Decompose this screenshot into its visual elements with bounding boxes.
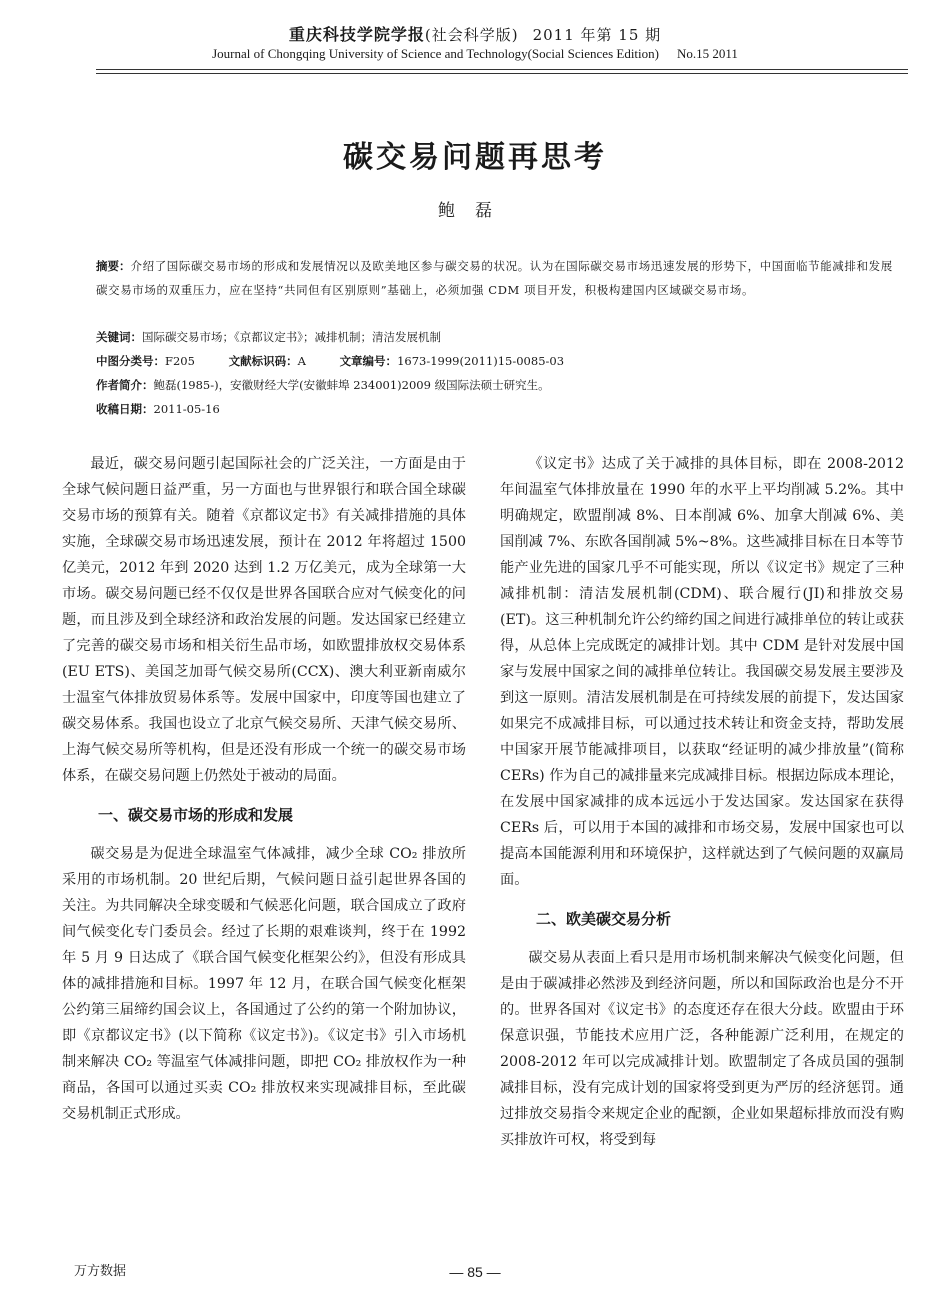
journal-name-cn: 重庆科技学院学报 [288,25,425,44]
paragraph: 最近，碳交易问题引起国际社会的广泛关注，一方面是由于全球气候问题日益严重，另一方面也与世界银行和联合国全球碳交易市场的预算有关。随着《京都议定书》有关减排措施的具体实施，全球碳交易市场迅速发展，预计在 2012 年将超过 1500 亿美元，2012 年到 2020 达到 1.2 万亿美元，成为全球第一大市场。碳交易问题已经不仅仅是世界各国联合应对气候变化的问题，而且涉及到全球经济和政治发展的问题。发达国家已经建立了完善的碳交易市场和相关衍生品市场，如欧盟排放权交易体系(EU ETS)、美国芝加哥气候交易所(CCX)、澳大利亚新南威尔士温室气体排放贸易体系等。发展中国家中，印度等国也建立了碳交易体系。我国也设立了北京气候交易所、天津气候交易所、上海气候交易所等机构，但是还没有形成一个统一的碳交易市场体系，在碳交易问题上仍然处于被动的局面。 [62,456,466,784]
article-title: 碳交易问题再思考 [343,140,607,175]
clc-label: 中图分类号： [96,354,165,368]
doc-code-label: 文献标识码： [228,354,298,368]
journal-header-en [0,46,950,62]
left-column [62,451,466,1127]
article-no-label: 文章编号： [339,354,398,368]
section-heading-1: 一、碳交易市场的形成和发展 [98,806,294,824]
bio-text: 鲍磊(1985-)，安徽财经大学(安徽蚌埠 234001)2009 级国际法硕士研究生。 [153,378,550,392]
received-date [96,401,896,417]
issue-en: No.15 2011 [677,46,738,61]
abstract [96,254,896,302]
doc-code-value: A [297,354,306,368]
classification-line [96,353,896,369]
header-rule-thick [96,69,908,70]
paragraph: 碳交易从表面上看只是用市场机制来解决气候变化问题，但是由于碳减排必然涉及到经济问题，所以和国际政治也是分不开的。世界各国对《议定书》的态度还存在很大分歧。欧盟由于环保意识强，节能技术应用广泛，各种能源广泛利用，在规定的 2008-2012 年可以完成减排计划。欧盟制定了各成员国的强制减排目标，没有完成计划的国家将受到更为严厉的经济惩罚。通过排放交易指令来规定企业的配额，企业如果超标排放而没有购买排放许可权，将受到每 [500,950,904,1148]
paragraph: 《议定书》达成了关于减排的具体目标，即在 2008-2012 年间温室气体排放量在 1990 年的水平上平均削减 5.2%。其中明确规定，欧盟削减 8%、日本削减 6%、加拿大削减 6%、美国削减 7%、东欧各国削减 5%~8%。这些减排目标在日本等节能产业先进的国家几乎不可能实现，所以《议定书》规定了三种减排机制：清洁发展机制(CDM)、联合履行(JI)和排放交易(ET)。这三种机制允许公约缔约国之间进行减排单位的转让或获得，从总体上完成既定的减排计划。其中 CDM 是针对发展中国家与发展中国家之间的减排单位转让。我国碳交易发展主要涉及到这一原则。清洁发展机制是在可持续发展的前提下，发达国家如果完不成减排目标，可以通过技术转让和资金支持，帮助发展中国家开展节能减排项目，以获取“经证明的减少排放量”(简称 CERs) 作为自己的减排量来完成减排目标。根据边际成本理论，在发展中国家减排的成本远远小于发达国家。发达国家在获得 CERs 后，可以用于本国的减排和市场交易，发展中国家也可以提高本国能源利用和环境保护，这样就达到了气候问题的双赢局面。 [500,456,904,888]
article-no-value: 1673-1999(2011)15-0085-03 [397,354,565,368]
bio-label: 作者简介： [96,378,154,392]
journal-name-en: Journal of Chongqing University of Science and Technology(Social Sciences Edition) [212,46,659,61]
keywords-text: 国际碳交易市场；《京都议定书》；减排机制；清洁发展机制 [142,330,441,344]
article-author: 鲍磊 [438,201,512,221]
journal-header-cn [0,22,950,45]
received-value: 2011-05-16 [153,402,220,416]
source-watermark: 万方数据 [74,1264,127,1279]
author-bio [96,377,896,393]
issue-cn: 2011 年第 15 期 [532,26,662,44]
abstract-text: 介绍了国际碳交易市场的形成和发展情况以及欧美地区参与碳交易的状况。认为在国际碳交易市场迅速发展的形势下，中国面临节能减排和发展碳交易市场的双重压力，应在坚持“共同但有区别原则”基础上，必须加强 CDM 项目开发，积极构建国内区域碳交易市场。 [96,259,893,297]
journal-edition-cn: (社会科学版) [424,26,519,44]
abstract-label: 摘要： [96,259,131,273]
keywords-label: 关键词： [96,330,142,344]
clc-value: F205 [165,354,195,368]
paragraph: 碳交易是为促进全球温室气体减排，减少全球 CO₂ 排放所采用的市场机制。20 世纪后期，气候问题日益引起世界各国的关注。为共同解决全球变暖和气候恶化问题，联合国成立了政府间气候变化专门委员会。经过了长期的艰难谈判，终于在 1992 年 5 月 9 日达成了《联合国气候变化框架公约》，但没有形成具体的减排措施和目标。1997 年 12 月，在联合国气候变化框架公约第三届缔约国会议上，各国通过了公约的第一个附加协议，即《京都议定书》(以下简称《议定书》)。《议定书》引入市场机制来解决 CO₂ 等温室气体减排问题，即把 CO₂ 排放权作为一种商品，各国可以通过买卖 CO₂ 排放权来实现减排目标，至此碳交易机制正式形成。 [62,846,466,1122]
right-column [500,451,904,1153]
received-label: 收稿日期： [96,402,154,416]
header-rule-thin [96,73,908,74]
keywords [96,329,896,345]
page-number: — 85 — [449,1264,501,1280]
section-heading-2: 二、欧美碳交易分析 [536,910,672,928]
